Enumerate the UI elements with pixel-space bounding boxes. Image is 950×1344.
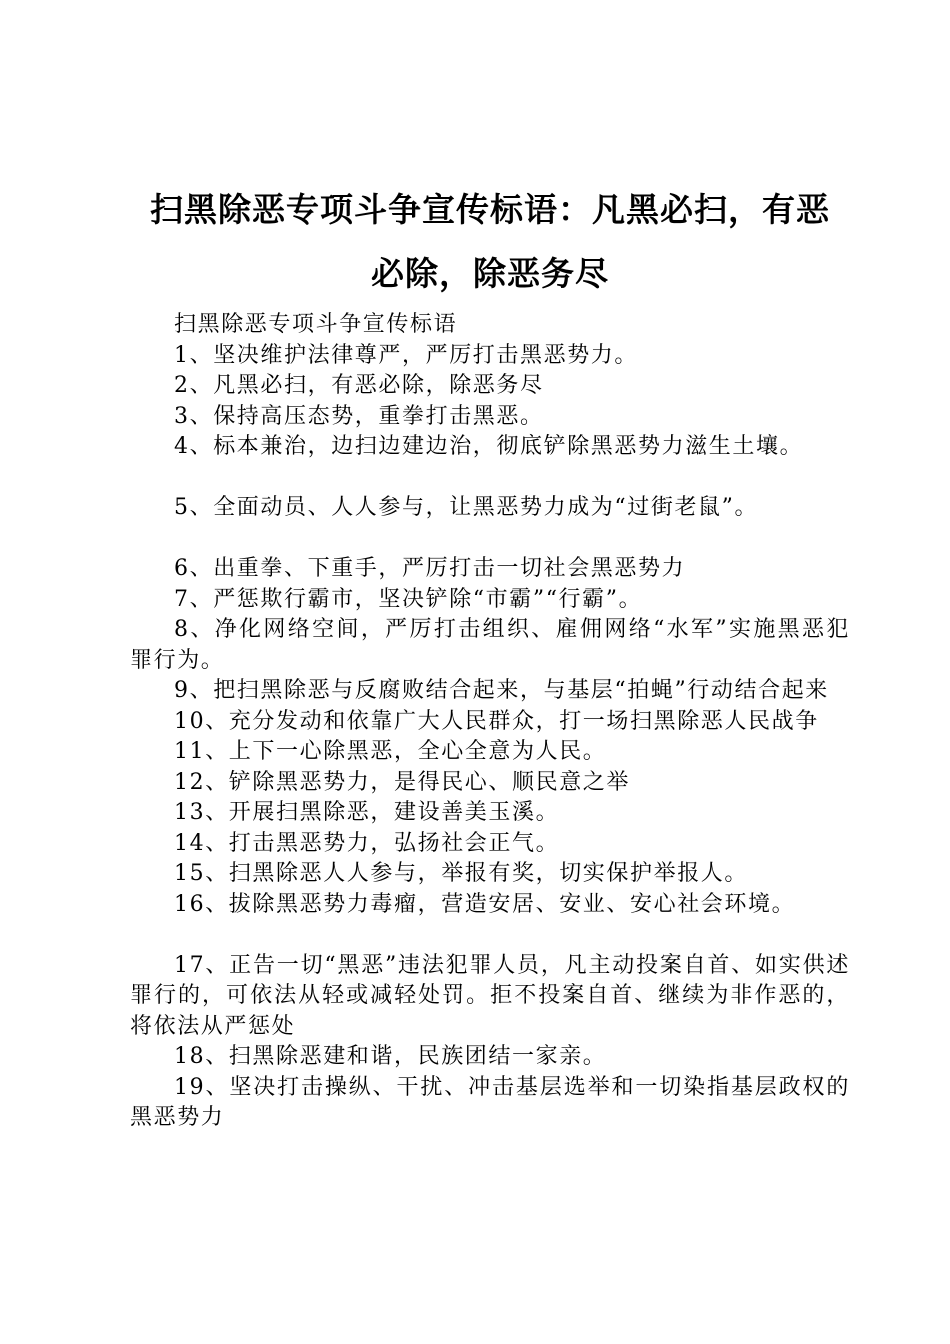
slogan-item-13: 13、开展扫黑除恶，建设善美玉溪。: [174, 800, 560, 825]
slogan-item-5: 5、全面动员、人人参与，让黑恶势力成为“过街老鼠”。: [174, 495, 759, 520]
slogan-item-14: 14、打击黑恶势力，弘扬社会正气。: [174, 830, 560, 856]
document-title: [130, 178, 850, 306]
slogan-item-3: 3、保持高压态势，重拳打击黑恶。: [174, 403, 544, 429]
slogan-item-19: 19、坚决打击操纵、干扰、冲击基层选举和一切染指基层政权的黑恶势力: [130, 1074, 850, 1130]
slogan-item-10: 10、充分发动和依靠广大人民群众，打一场扫黑除恶人民战争: [174, 708, 819, 734]
slogan-item-17: 17、正告一切“黑恶”违法犯罪人员，凡主动投案自首、如实供述罪行的，可依法从轻或减轻处罚。拒不投案自首、继续为非作恶的，将依法从严惩处: [130, 952, 850, 1039]
slogan-item-12: 12、铲除黑恶势力，是得民心、顺民意之举: [174, 769, 630, 795]
slogan-item-15: 15、扫黑除恶人人参与，举报有奖，切实保护举报人。: [174, 861, 748, 886]
slogan-item-8: 8、净化网络空间，严厉打击组织、雇佣网络“水军”实施黑恶犯罪行为。: [130, 617, 850, 673]
document-subheading: 扫黑除恶专项斗争宣传标语: [174, 312, 458, 337]
slogan-item-2: 2、凡黑必扫，有恶必除，除恶务尽: [174, 373, 544, 398]
slogan-item-4: 4、标本兼治，边扫边建边治，彻底铲除黑恶势力滋生土壤。: [174, 434, 804, 459]
slogan-item-18: 18、扫黑除恶建和谐，民族团结一家亲。: [174, 1044, 607, 1069]
slogan-item-9: 9、把扫黑除恶与反腐败结合起来，与基层“拍蝇”行动结合起来: [174, 678, 829, 703]
document-body: [130, 310, 850, 1134]
slogan-item-1: 1、坚决维护法律尊严，严厉打击黑恶势力。: [174, 342, 638, 368]
slogan-item-11: 11、上下一心除黑恶，全心全意为人民。: [174, 739, 607, 764]
document-title-line-1: 扫黑除恶专项斗争宣传标语：凡黑必扫，有恶: [150, 190, 830, 229]
slogan-item-6: 6、出重拳、下重手，严厉打击一切社会黑恶势力: [174, 556, 686, 581]
document-title-line-2: 必除，除恶务尽: [371, 254, 609, 293]
slogan-item-7: 7、严惩欺行霸市，坚决铲除“市霸”“行霸”。: [174, 586, 643, 612]
document-page: [130, 178, 850, 1134]
slogan-item-16: 16、拔除黑恶势力毒瘤，营造安居、安业、安心社会环境。: [174, 891, 796, 917]
